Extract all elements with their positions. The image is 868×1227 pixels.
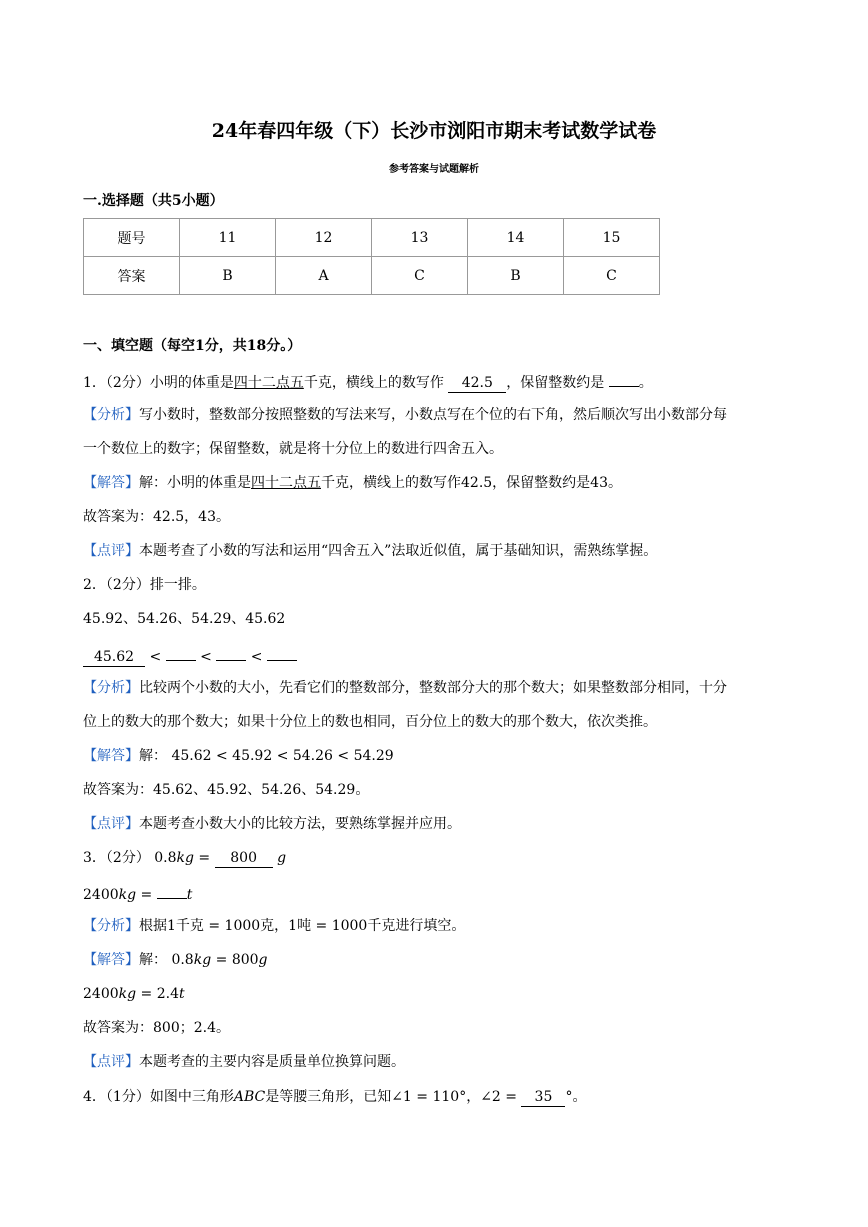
q3-stem: 3．（2分） 0.8kg = 800 g <box>83 850 287 866</box>
answer-table <box>83 218 660 295</box>
q2-blank-1: 45.62 <box>83 649 145 667</box>
table-cell: A <box>276 257 372 295</box>
page-subtitle: 参考答案与试题解析 <box>389 164 479 175</box>
q2-solution: 【解答】解： 45.62 < 45.92 < 54.26 < 54.29 <box>83 748 394 764</box>
table-cell: B <box>468 257 564 295</box>
table-row <box>84 257 660 295</box>
q1-solution: 【解答】解：小明的体重是四十二点五千克，横线上的数写作42.5，保留整数约是43。 <box>83 475 622 491</box>
q4-stem: 4．（1分）如图中三角形ABC是等腰三角形，已知∠1 = 110°，∠2 = 35 °。 <box>83 1089 587 1105</box>
table-cell: 15 <box>564 219 660 257</box>
q2-blank-4 <box>267 643 297 661</box>
q1-stem: 1．（2分）小明的体重是四十二点五千克，横线上的数写作 42.5 ，保留整数约是 。 <box>83 369 788 394</box>
page-title: 24年春四年级（下）长沙市浏阳市期末考试数学试卷 <box>211 120 657 142</box>
q2-blank-3 <box>216 643 246 661</box>
q3-answer: 故答案为：800；2.4。 <box>83 1020 230 1036</box>
q2-comment: 【点评】本题考查小数大小的比较方法，要熟练掌握并应用。 <box>83 816 461 832</box>
section-heading-choice: 一.选择题（共5小题） <box>83 193 224 209</box>
q3-comment: 【点评】本题考查的主要内容是质量单位换算问题。 <box>83 1054 405 1070</box>
q1-answer: 故答案为：42.5，43。 <box>83 509 230 525</box>
table-cell: 题号 <box>84 219 180 257</box>
solution-tag: 【解答】 <box>83 748 139 764</box>
q1-analysis: 【分析】写小数时，整数部分按照整数的写法来写，小数点写在个位的右下角，然后顺次写出小数部分每 <box>83 407 727 423</box>
table-row <box>84 219 660 257</box>
table-cell: B <box>180 257 276 295</box>
q2-blank-2 <box>166 643 196 661</box>
table-cell: 12 <box>276 219 372 257</box>
q2-stem: 2．（2分）排一排。 <box>83 577 206 593</box>
q1-blank-2 <box>609 369 639 387</box>
q2-answer: 故答案为：45.62、45.92、54.26、54.29。 <box>83 782 370 798</box>
table-cell: 11 <box>180 219 276 257</box>
q3-blank-2 <box>157 881 187 899</box>
solution-tag: 【解答】 <box>83 475 139 491</box>
table-cell: C <box>564 257 660 295</box>
q4-blank-1: 35 <box>521 1089 565 1107</box>
q1-blank-1: 42.5 <box>448 375 506 393</box>
q2-numbers: 45.92、54.26、54.29、45.62 <box>83 611 286 627</box>
analysis-tag: 【分析】 <box>83 680 139 696</box>
analysis-tag: 【分析】 <box>83 407 139 423</box>
q1-comment: 【点评】本题考查了小数的写法和运用“四舍五入”法取近似值，属于基础知识，需熟练掌握。 <box>83 543 658 559</box>
section-heading-fill: 一、填空题（每空1分，共18分。） <box>83 338 302 354</box>
analysis-tag: 【分析】 <box>83 918 139 934</box>
comment-tag: 【点评】 <box>83 543 139 559</box>
q3-blank-1: 800 <box>215 850 273 868</box>
q3-analysis: 【分析】根据1千克 = 1000克，1吨 = 1000千克进行填空。 <box>83 918 466 934</box>
q2-analysis: 【分析】比较两个小数的大小，先看它们的整数部分，整数部分大的那个数大；如果整数部分相同，十分 <box>83 680 727 696</box>
table-cell: 答案 <box>84 257 180 295</box>
comment-tag: 【点评】 <box>83 1054 139 1070</box>
q3-solution: 【解答】解： 0.8kg = 800g <box>83 952 268 968</box>
q3-stem-2: 2400kg = t <box>83 881 788 906</box>
q1-analysis-cont: 一个数位上的数字；保留整数，就是将十分位上的数进行四舍五入。 <box>83 441 503 457</box>
q2-analysis-cont: 位上的数大的那个数大；如果十分位上的数也相同，百分位上的数大的那个数大，依次类推。 <box>83 714 657 730</box>
comment-tag: 【点评】 <box>83 816 139 832</box>
solution-tag: 【解答】 <box>83 952 139 968</box>
table-cell: C <box>372 257 468 295</box>
table-cell: 13 <box>372 219 468 257</box>
q2-ordering: 45.62 < < < <box>83 643 788 668</box>
table-cell: 14 <box>468 219 564 257</box>
q3-solution-2: 2400kg = 2.4t <box>83 986 185 1002</box>
